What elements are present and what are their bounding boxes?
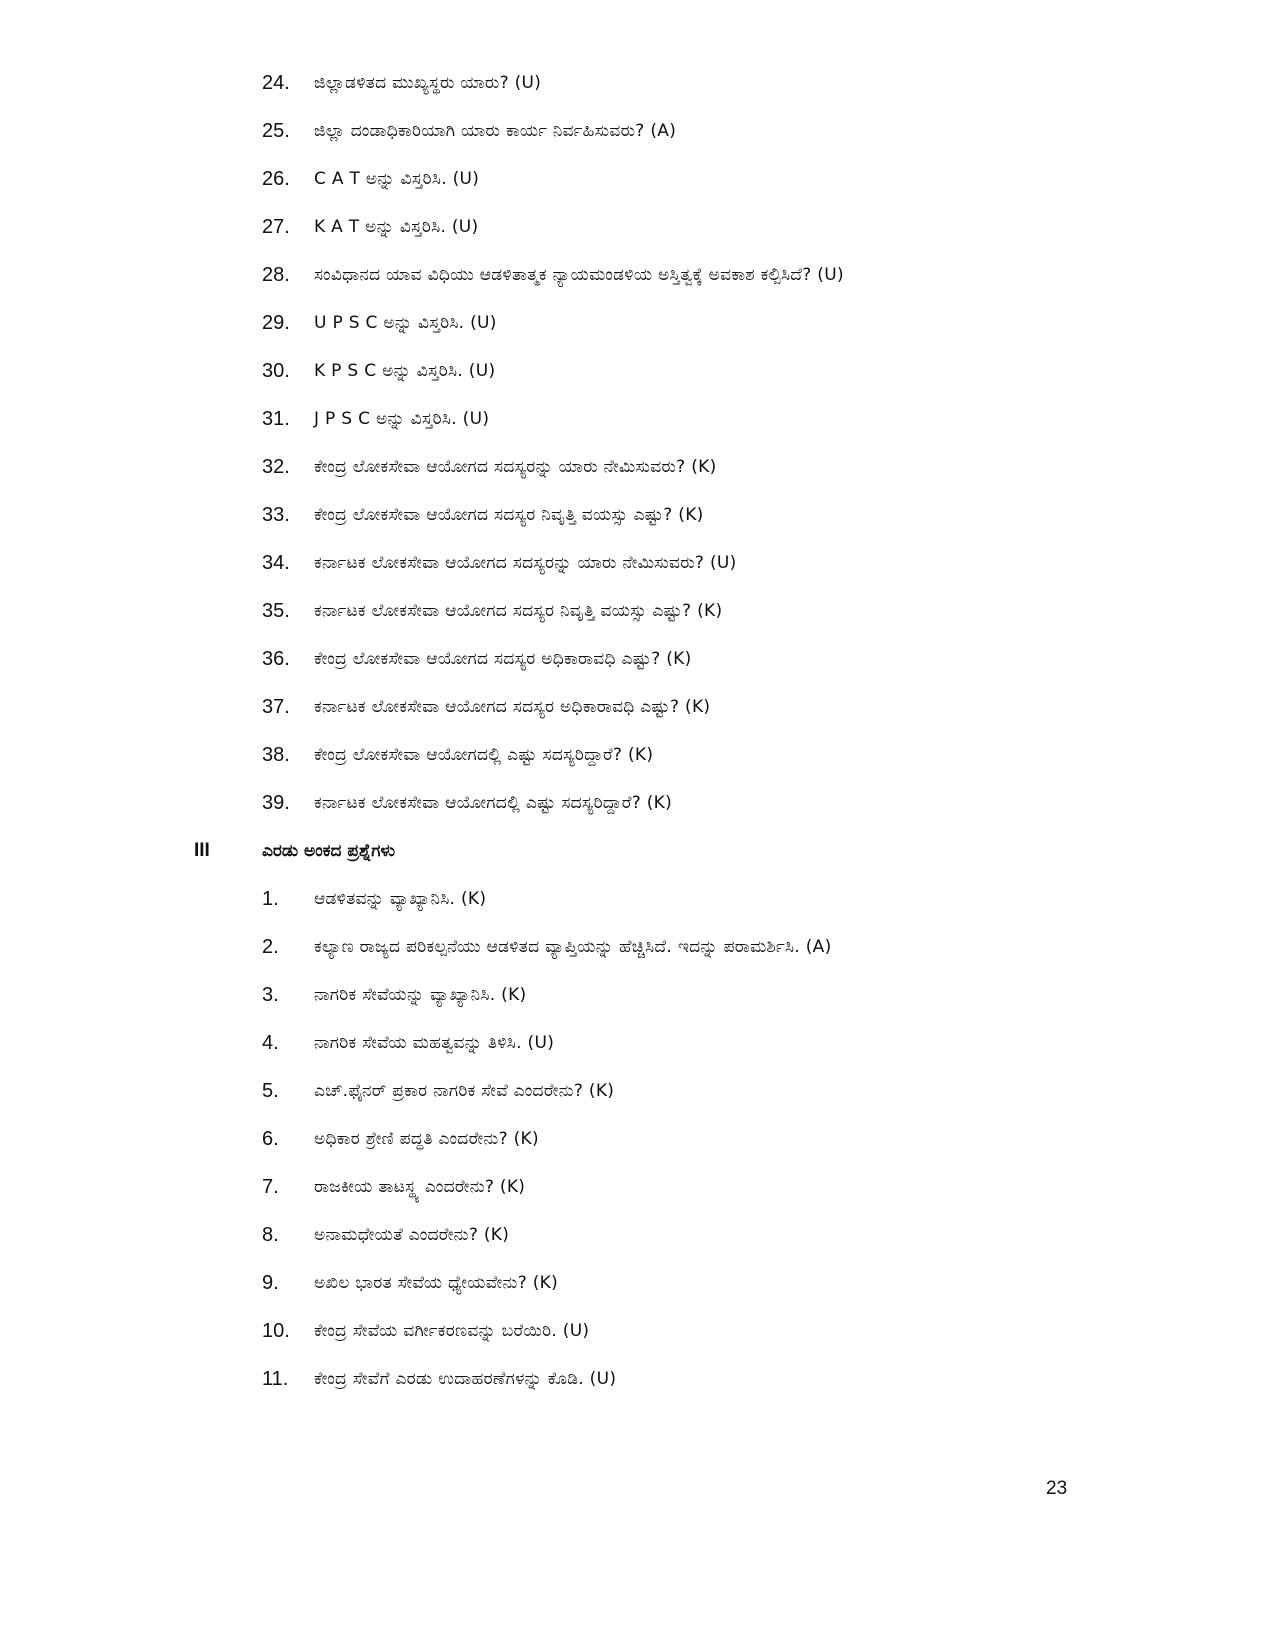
list-item: [262, 1219, 1142, 1251]
question-number: 10.: [262, 1319, 290, 1342]
question-text: ಅಖಿಲ ಭಾರತ ಸೇವೆಯ ಧ್ಯೇಯವೇನು? (K): [314, 1273, 559, 1293]
list-item: [262, 1267, 1142, 1299]
question-text: C A T ಅನ್ನು ವಿಸ್ತರಿಸಿ. (U): [314, 169, 480, 189]
question-text: ಕೇಂದ್ರ ಸೇವೆಯ ವರ್ಗೀಕರಣವನ್ನು ಬರೆಯಿರಿ. (U): [314, 1321, 590, 1341]
question-text: ಕೇಂದ್ರ ಲೋಕಸೇವಾ ಆಯೋಗದ ಸದಸ್ಯರನ್ನು ಯಾರು ನೇಮಿಸುವರು? (K): [314, 457, 717, 477]
question-number: 3.: [262, 983, 279, 1006]
list-item: [262, 787, 1142, 819]
question-number: 1.: [262, 887, 279, 910]
question-number: 2.: [262, 935, 279, 958]
question-text: K P S C ಅನ್ನು ವಿಸ್ತರಿಸಿ. (U): [314, 361, 496, 381]
question-text: ಅನಾಮಧೇಯತೆ ಎಂದರೇನು? (K): [314, 1225, 510, 1245]
list-item: [262, 979, 1142, 1011]
section-number: III: [194, 840, 210, 861]
question-number: 39.: [262, 791, 290, 814]
question-number: 28.: [262, 263, 290, 286]
question-text: ಜಿಲ್ಲಾ ದಂಡಾಧಿಕಾರಿಯಾಗಿ ಯಾರು ಕಾರ್ಯ ನಿರ್ವಹಿಸುವರು? (A): [314, 121, 677, 141]
list-item: [262, 451, 1142, 483]
question-text: ಸಂವಿಧಾನದ ಯಾವ ವಿಧಿಯು ಆಡಳಿತಾತ್ಮಕ ನ್ಯಾಯಮಂಡಳಿಯ ಅಸ್ತಿತ್ವಕ್ಕೆ ಅವಕಾಶ ಕಲ್ಪಿಸಿದೆ? (U): [314, 265, 844, 285]
question-text: ಆಡಳಿತವನ್ನು ವ್ಯಾಖ್ಯಾನಿಸಿ. (K): [314, 889, 487, 909]
question-text: ನಾಗರಿಕ ಸೇವೆಯ ಮಹತ್ವವನ್ನು ತಿಳಿಸಿ. (U): [314, 1033, 555, 1053]
question-number: 27.: [262, 215, 290, 238]
list-item: [262, 163, 1142, 195]
question-text: ಕೇಂದ್ರ ಲೋಕಸೇವಾ ಆಯೋಗದಲ್ಲಿ ಎಷ್ಟು ಸದಸ್ಯರಿದ್ದಾರೆ? (K): [314, 745, 654, 765]
section-heading: [194, 835, 1094, 867]
question-text: ಕೇಂದ್ರ ಲೋಕಸೇವಾ ಆಯೋಗದ ಸದಸ್ಯರ ನಿವೃತ್ತಿ ವಯಸ್ಸು ಎಷ್ಟು? (K): [314, 505, 704, 525]
question-text: ಅಧಿಕಾರ ಶ್ರೇಣಿ ಪದ್ಧತಿ ಎಂದರೇನು? (K): [314, 1129, 539, 1149]
list-item: [262, 115, 1142, 147]
question-number: 5.: [262, 1079, 279, 1102]
question-number: 6.: [262, 1127, 279, 1150]
question-text: ಕರ್ನಾಟಕ ಲೋಕಸೇವಾ ಆಯೋಗದ ಸದಸ್ಯರನ್ನು ಯಾರು ನೇಮಿಸುವರು? (U): [314, 553, 737, 573]
list-item: [262, 355, 1142, 387]
list-item: [262, 547, 1142, 579]
list-item: [262, 307, 1142, 339]
question-text: K A T ಅನ್ನು ವಿಸ್ತರಿಸಿ. (U): [314, 217, 479, 237]
list-item: [262, 1075, 1142, 1107]
question-number: 38.: [262, 743, 290, 766]
list-item: [262, 499, 1142, 531]
question-number: 8.: [262, 1223, 279, 1246]
question-number: 32.: [262, 455, 290, 478]
list-item: [262, 739, 1142, 771]
question-text: ಕರ್ನಾಟಕ ಲೋಕಸೇವಾ ಆಯೋಗದಲ್ಲಿ ಎಷ್ಟು ಸದಸ್ಯರಿದ್ದಾರೆ? (K): [314, 793, 673, 813]
list-item: [262, 1315, 1142, 1347]
question-text: J P S C ಅನ್ನು ವಿಸ್ತರಿಸಿ. (U): [314, 409, 490, 429]
question-number: 25.: [262, 119, 290, 142]
list-item: [262, 211, 1142, 243]
question-number: 35.: [262, 599, 290, 622]
list-item: [262, 403, 1142, 435]
question-number: 7.: [262, 1175, 279, 1198]
question-number: 26.: [262, 167, 290, 190]
question-number: 36.: [262, 647, 290, 670]
question-text: ಕರ್ನಾಟಕ ಲೋಕಸೇವಾ ಆಯೋಗದ ಸದಸ್ಯರ ನಿವೃತ್ತಿ ವಯಸ್ಸು ಎಷ್ಟು? (K): [314, 601, 723, 621]
question-text: ನಾಗರಿಕ ಸೇವೆಯನ್ನು ವ್ಯಾಖ್ಯಾನಿಸಿ. (K): [314, 985, 527, 1005]
question-number: 34.: [262, 551, 290, 574]
list-item: [262, 1363, 1142, 1395]
list-item: [262, 1027, 1142, 1059]
section-title: ಎರಡು ಅಂಕದ ಪ್ರಶ್ನೆಗಳು: [262, 841, 396, 861]
question-number: 9.: [262, 1271, 279, 1294]
list-item: [262, 691, 1142, 723]
question-text: ಎಚ್.ಫೈನರ್ ಪ್ರಕಾರ ನಾಗರಿಕ ಸೇವೆ ಎಂದರೇನು? (K): [314, 1081, 615, 1101]
list-item: [262, 1123, 1142, 1155]
question-number: 4.: [262, 1031, 279, 1054]
list-item: [262, 595, 1142, 627]
page-number: 23: [1046, 1478, 1068, 1499]
list-item: [262, 67, 1142, 99]
question-number: 24.: [262, 71, 290, 94]
list-item: [262, 931, 1142, 963]
list-item: [262, 259, 1142, 291]
question-text: U P S C ಅನ್ನು ವಿಸ್ತರಿಸಿ. (U): [314, 313, 497, 333]
list-item: [262, 883, 1142, 915]
list-item: [262, 1171, 1142, 1203]
question-number: 31.: [262, 407, 290, 430]
question-number: 37.: [262, 695, 290, 718]
question-number: 29.: [262, 311, 290, 334]
question-text: ರಾಜಕೀಯ ತಾಟಸ್ಥ್ಯ ಎಂದರೇನು? (K): [314, 1177, 526, 1197]
question-number: 30.: [262, 359, 290, 382]
question-text: ಕರ್ನಾಟಕ ಲೋಕಸೇವಾ ಆಯೋಗದ ಸದಸ್ಯರ ಅಧಿಕಾರಾವಧಿ ಎಷ್ಟು? (K): [314, 697, 711, 717]
question-text: ಕೇಂದ್ರ ಲೋಕಸೇವಾ ಆಯೋಗದ ಸದಸ್ಯರ ಅಧಿಕಾರಾವಧಿ ಎಷ್ಟು? (K): [314, 649, 692, 669]
list-item: [262, 643, 1142, 675]
question-text: ಜಿಲ್ಲಾಡಳಿತದ ಮುಖ್ಯಸ್ಥರು ಯಾರು? (U): [314, 73, 542, 93]
question-text: ಕೇಂದ್ರ ಸೇವೆಗೆ ಎರಡು ಉದಾಹರಣೆಗಳನ್ನು ಕೊಡಿ. (U): [314, 1369, 617, 1389]
question-number: 11.: [262, 1367, 289, 1390]
question-text: ಕಲ್ಯಾಣ ರಾಜ್ಯದ ಪರಿಕಲ್ಪನೆಯು ಆಡಳಿತದ ವ್ಯಾಪ್ತಿಯನ್ನು ಹೆಚ್ಚಿಸಿದೆ. ಇದನ್ನು ಪರಾಮರ್ಶಿಸಿ. (A): [314, 937, 832, 957]
question-number: 33.: [262, 503, 290, 526]
